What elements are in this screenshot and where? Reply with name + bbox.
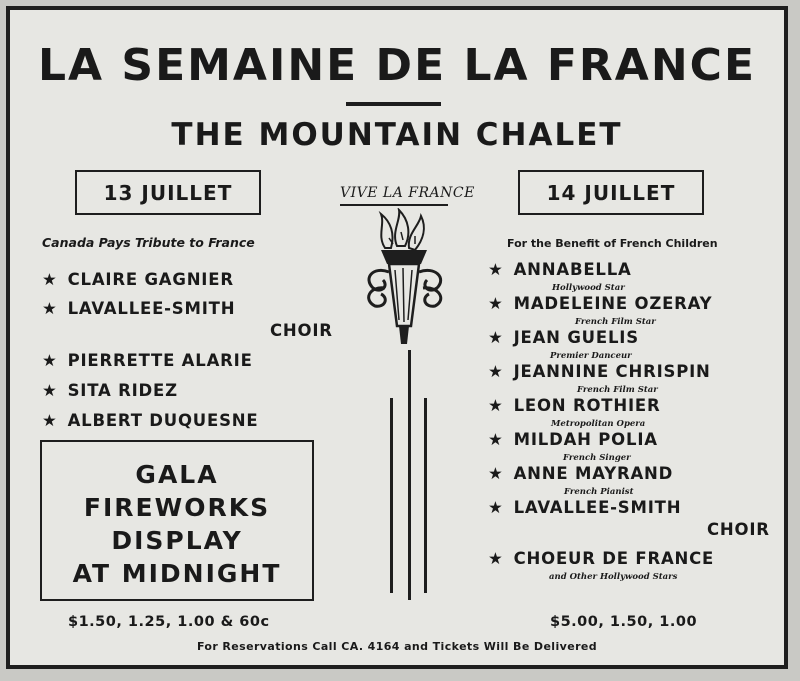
- right-rule: [424, 398, 427, 593]
- date-box-right: 14 JUILLET: [518, 170, 704, 215]
- gala-line: DISPLAY: [111, 526, 243, 555]
- left-prices: $1.50, 1.25, 1.00 & 60c: [68, 614, 270, 630]
- right-performer: ★ MADELEINE OZERAY: [488, 294, 713, 313]
- performer-role: French Film Star: [575, 317, 656, 327]
- slogan-underline: [340, 204, 448, 206]
- right-prices: $5.00, 1.50, 1.00: [550, 614, 698, 630]
- performer-role: Metropolitan Opera: [551, 419, 646, 429]
- right-performer: ★ LAVALLEE-SMITH: [488, 498, 682, 517]
- performer-role: French Singer: [563, 453, 631, 463]
- right-performer: ★ LEON ROTHIER: [488, 396, 661, 415]
- right-performer: ★ MILDAH POLIA: [488, 430, 658, 449]
- left-performer: ★ LAVALLEE-SMITH: [42, 299, 236, 318]
- left-performer: ★ SITA RIDEZ: [42, 381, 178, 400]
- left-performer: ★ CLAIRE GAGNIER: [42, 270, 234, 289]
- left-performer: ★ ALBERT DUQUESNE: [42, 411, 259, 430]
- right-performer: ★ ANNABELLA: [488, 260, 632, 279]
- ad-title: LA SEMAINE DE LA FRANCE: [37, 40, 757, 91]
- performer-role: and Other Hollywood Stars: [549, 572, 678, 582]
- performer-role: Hollywood Star: [552, 283, 625, 293]
- gala-line: FIREWORKS: [83, 493, 271, 522]
- performer-role: French Pianist: [564, 487, 634, 497]
- date-box-left: 13 JUILLET: [75, 170, 261, 215]
- left-rule: [390, 398, 393, 593]
- center-slogan: VIVE LA FRANCE: [340, 185, 475, 201]
- title-divider: [346, 102, 441, 106]
- gala-line: AT MIDNIGHT: [72, 559, 282, 588]
- performer-role: Premier Danceur: [550, 351, 632, 361]
- advertisement: [6, 6, 788, 669]
- left-performer: ★ PIERRETTE ALARIE: [42, 351, 253, 370]
- right-performer: ★ JEAN GUELIS: [488, 328, 639, 347]
- torch-icon: [355, 208, 455, 358]
- fireworks-box: [40, 440, 314, 601]
- right-tagline: For the Benefit of French Children: [507, 237, 718, 250]
- right-performer: ★ JEANNINE CHRISPIN: [488, 362, 711, 381]
- left-choir-suffix: CHOIR: [270, 321, 333, 340]
- right-performer: ★ ANNE MAYRAND: [488, 464, 674, 483]
- venue-name: THE MOUNTAIN CHALET: [171, 117, 623, 153]
- reservations-line: For Reservations Call CA. 4164 and Tickets Will Be Delivered: [196, 640, 598, 653]
- torch-pole: [408, 350, 411, 600]
- right-choir-suffix: CHOIR: [707, 520, 770, 539]
- performer-role: French Film Star: [577, 385, 658, 395]
- gala-line: GALA: [135, 460, 219, 489]
- right-performer: ★ CHOEUR DE FRANCE: [488, 549, 715, 568]
- left-tagline: Canada Pays Tribute to France: [42, 235, 255, 250]
